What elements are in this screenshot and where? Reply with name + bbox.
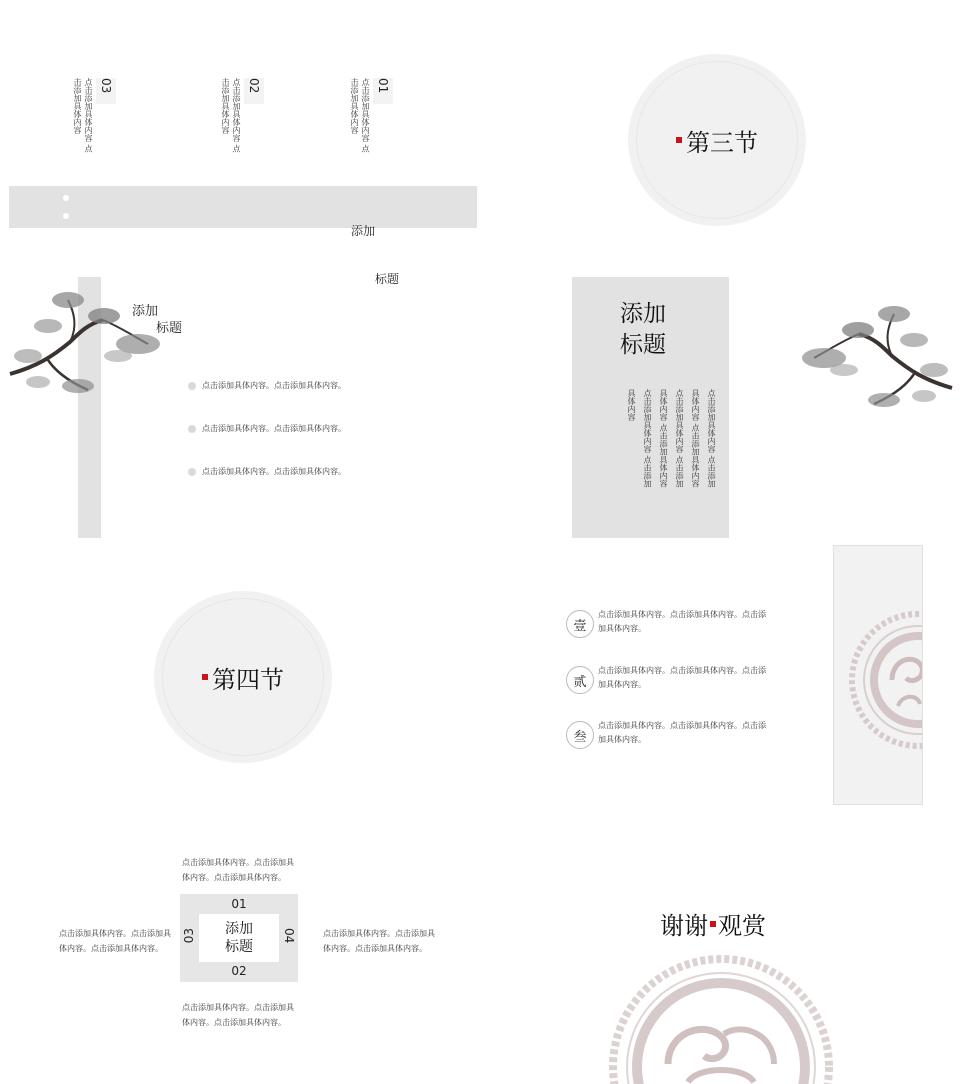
number-04: 04: [282, 928, 296, 944]
bottom-text: 点击添加具体内容。点击添加具体内容。点击添加具体内容。: [182, 1003, 294, 1027]
section-title: [202, 660, 284, 695]
column-03: [72, 78, 116, 158]
bar-dot: [63, 213, 69, 219]
section-title: [676, 123, 758, 158]
bullet-dot: [188, 425, 196, 433]
column-number: 01: [373, 78, 393, 104]
center-frame: [180, 894, 298, 982]
slide-8: [480, 810, 960, 1084]
section-circle: [154, 591, 332, 763]
list-item-text: 点击添加具体内容。点击添加具体内容。: [202, 424, 346, 433]
bullet-dot: [188, 382, 196, 390]
slide-title-line2: 标题: [156, 321, 183, 336]
list-item-text: 点击添加具体内容。点击添加具体内容。点击添加具体内容。: [598, 721, 766, 744]
red-dot-icon: [710, 921, 716, 927]
decor-panel: [833, 545, 923, 805]
cloud-pattern-icon: [842, 610, 923, 750]
column-text: 点击添加具体内容 点击添加具体内容: [350, 78, 370, 153]
bar-title-line1: 添加: [351, 224, 376, 238]
column-text: 点击添加具体内容 点击添加具体内容: [221, 78, 241, 153]
column-02: [220, 78, 264, 158]
bar-dot: [63, 195, 69, 201]
panel-title-line1: 添加: [620, 301, 666, 327]
slide-title-line1: 添加: [132, 304, 159, 319]
title-bar: [9, 186, 477, 286]
slide-1: [0, 0, 480, 286]
column-text: 点击添加具体内容 点击添加具体内容: [73, 78, 93, 153]
list-item-text: 点击添加具体内容。点击添加具体内容。点击添加具体内容。: [598, 610, 766, 633]
slide-title: [132, 303, 182, 337]
number-02: 02: [231, 964, 247, 978]
top-text: 点击添加具体内容。点击添加具体内容。点击添加具体内容。: [182, 858, 294, 882]
thanks-title: [660, 906, 766, 941]
list-item-text: 点击添加具体内容。点击添加具体内容。点击添加具体内容。: [598, 666, 766, 689]
bar-title-line2: 标题: [375, 272, 400, 286]
list-item: [566, 664, 766, 719]
right-text: 点击添加具体内容。点击添加具体内容。点击添加具体内容。: [323, 929, 435, 953]
list-item: [188, 450, 346, 493]
list-item: [566, 719, 766, 775]
red-dot-icon: [202, 674, 208, 680]
thanks-title-right: 观赏: [718, 912, 766, 940]
numbered-list: [566, 608, 766, 775]
slide-2: [480, 0, 960, 270]
column-01: [349, 78, 393, 158]
column-number: 03: [96, 78, 116, 104]
left-text: 点击添加具体内容。点击添加具体内容。点击添加具体内容。: [59, 929, 171, 953]
seal-icon: 壹: [566, 610, 594, 638]
cloud-pattern-icon: [608, 954, 834, 1084]
column-number: 02: [244, 78, 264, 104]
center-title-line2: 标题: [225, 939, 253, 955]
panel-title: [620, 299, 666, 361]
list-item: [566, 608, 766, 664]
seal-icon: 贰: [566, 666, 594, 694]
panel-vertical-text: 点击添加具体内容 点击添加具体内容 点击添加具体内容 点击添加具体内容 点击添加具体内容 点击添加具体内容 点击添加具体内容 点击添加具体内容: [627, 389, 716, 488]
list-item: [188, 364, 346, 407]
content-panel: [572, 277, 729, 538]
section-circle-inner: [636, 61, 798, 219]
slide-3: [0, 270, 480, 540]
number-01: 01: [231, 897, 247, 911]
section-title-text: 第三节: [686, 128, 758, 157]
center-title: [199, 920, 279, 956]
section-title-text: 第四节: [212, 665, 284, 694]
panel-title-line2: 标题: [620, 332, 666, 358]
list-item: [188, 407, 346, 450]
pine-tree-icon: [794, 296, 954, 416]
list-item-text: 点击添加具体内容。点击添加具体内容。: [202, 467, 346, 476]
bullet-dot: [188, 468, 196, 476]
section-circle: [628, 54, 806, 226]
number-03: 03: [182, 928, 196, 944]
section-circle-inner: [162, 598, 324, 756]
seal-icon: 叁: [566, 721, 594, 749]
slide-7: [0, 810, 480, 1084]
slide-6: [480, 540, 960, 810]
list-item-text: 点击添加具体内容。点击添加具体内容。: [202, 381, 346, 390]
center-title-line1: 添加: [225, 921, 253, 937]
slide-5: [0, 540, 480, 810]
slide-4: [480, 270, 960, 540]
red-dot-icon: [676, 137, 682, 143]
bullet-list: [188, 378, 346, 493]
thanks-title-left: 谢谢: [660, 912, 708, 940]
